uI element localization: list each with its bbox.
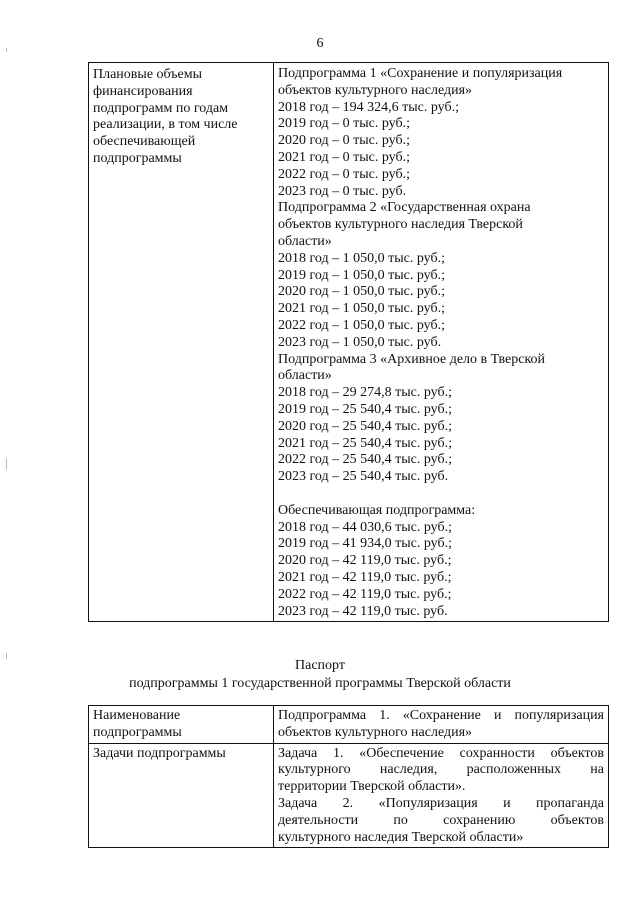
funding-label-line: финансирования: [93, 83, 193, 99]
task-1-line: территории Тверской области».: [278, 779, 466, 795]
funding-value-line: объектов культурного наследия Тверской: [278, 217, 523, 233]
funding-value-line: 2019 год – 0 тыс. руб.;: [278, 116, 410, 132]
passport-row-name: [89, 706, 609, 744]
funding-value-line: 2019 год – 41 934,0 тыс. руб.;: [278, 536, 452, 552]
funding-value-line: Подпрограмма 1 «Сохранение и популяризация: [278, 66, 563, 81]
passport-table: [88, 705, 609, 848]
funding-value-line: Обеспечивающая подпрограмма:: [278, 502, 476, 518]
tasks-value-cell: [274, 743, 609, 848]
subprogram-name-value: Подпрограмма 1. «Сохранение и популяризация: [278, 708, 604, 723]
funding-value-line: 2020 год – 0 тыс. руб.;: [278, 133, 410, 149]
funding-label-cell: [89, 63, 274, 622]
page-number: 6: [316, 36, 324, 51]
funding-value-line: 2022 год – 1 050,0 тыс. руб.;: [278, 317, 445, 333]
task-1-line: культурного наследия, расположенных на: [278, 762, 604, 778]
passport-title: Паспорт: [295, 658, 345, 673]
subprogram-name-label-cell: [89, 706, 274, 744]
funding-value-line: 2021 год – 25 540,4 тыс. руб.;: [278, 435, 452, 451]
funding-values-cell: [274, 63, 609, 622]
passport-row-tasks: [89, 743, 609, 848]
funding-value-line: 2022 год – 42 119,0 тыс. руб.;: [278, 586, 452, 602]
blank-line: [278, 486, 604, 503]
funding-value-line: 2021 год – 0 тыс. руб.;: [278, 149, 410, 165]
task-2-line: культурного наследия Тверской области»: [278, 829, 524, 845]
funding-value-line: 2021 год – 1 050,0 тыс. руб.;: [278, 301, 445, 317]
funding-table: [88, 62, 609, 622]
funding-label-line: подпрограммы: [93, 150, 182, 166]
funding-value-line: 2018 год – 29 274,8 тыс. руб.;: [278, 385, 452, 401]
funding-value-line: 2019 год – 1 050,0 тыс. руб.;: [278, 267, 445, 283]
scan-mark: [6, 458, 7, 470]
funding-value-line: 2019 год – 25 540,4 тыс. руб.;: [278, 401, 452, 417]
funding-value-line: области»: [278, 368, 332, 384]
funding-value-line: Подпрограмма 3 «Архивное дело в Тверской: [278, 351, 546, 367]
funding-value-line: 2022 год – 0 тыс. руб.;: [278, 166, 410, 182]
funding-value-line: 2023 год – 0 тыс. руб.: [278, 183, 407, 199]
funding-label-line: подпрограмм по годам: [93, 100, 229, 116]
funding-value-line: 2020 год – 1 050,0 тыс. руб.;: [278, 284, 445, 300]
scan-mark: [6, 653, 7, 659]
subprogram-name-value: объектов культурного наследия»: [278, 724, 473, 740]
funding-value-line: 2020 год – 42 119,0 тыс. руб.;: [278, 553, 452, 569]
tasks-label-cell: [89, 743, 274, 848]
funding-value-line: 2018 год – 194 324,6 тыс. руб.;: [278, 99, 459, 115]
subprogram-name-value-cell: [274, 706, 609, 744]
funding-label-line: Плановые объемы: [93, 67, 203, 82]
task-2-line: деятельности по сохранению объектов: [278, 812, 604, 828]
tasks-label: Задачи подпрограммы: [93, 745, 226, 761]
subprogram-name-label: подпрограммы: [93, 724, 182, 740]
funding-value-line: 2023 год – 42 119,0 тыс. руб.: [278, 603, 448, 619]
funding-row: [89, 63, 609, 622]
subprogram-name-label: Наименование: [93, 708, 181, 723]
funding-value-line: 2018 год – 1 050,0 тыс. руб.;: [278, 250, 445, 266]
funding-value-line: 2023 год – 25 540,4 тыс. руб.: [278, 469, 449, 485]
funding-label-line: реализации, в том числе: [93, 117, 238, 133]
funding-value-line: 2022 год – 25 540,4 тыс. руб.;: [278, 452, 452, 468]
passport-subtitle: подпрограммы 1 государственной программы Тверской области: [129, 676, 511, 691]
funding-value-line: 2021 год – 42 119,0 тыс. руб.;: [278, 569, 452, 585]
funding-value-line: 2023 год – 1 050,0 тыс. руб.: [278, 334, 442, 350]
funding-value-line: области»: [278, 233, 332, 249]
funding-value-line: 2020 год – 25 540,4 тыс. руб.;: [278, 418, 452, 434]
funding-label-line: обеспечивающей: [93, 134, 196, 150]
task-2-line: Задача 2. «Популяризация и пропаганда: [278, 795, 604, 811]
scan-mark: [6, 48, 7, 52]
funding-value-line: Подпрограмма 2 «Государственная охрана: [278, 200, 531, 216]
task-1-line: Задача 1. «Обеспечение сохранности объектов: [278, 745, 604, 761]
funding-value-line: 2018 год – 44 030,6 тыс. руб.;: [278, 519, 452, 535]
funding-value-line: объектов культурного наследия»: [278, 82, 473, 98]
